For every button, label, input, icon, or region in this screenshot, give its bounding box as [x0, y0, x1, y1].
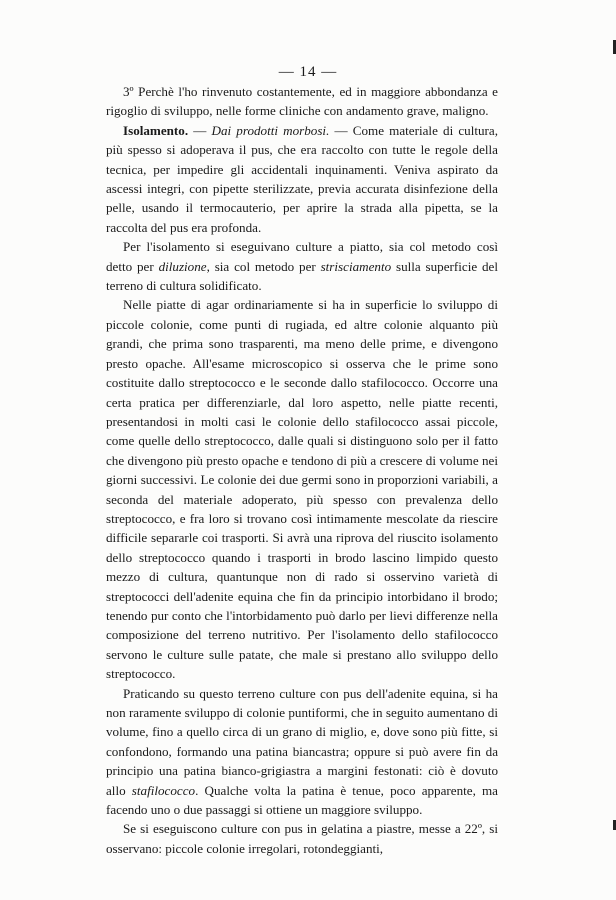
body-text: [106, 82, 498, 858]
paragraph-2: [106, 121, 498, 237]
section-heading: Isolamento.: [123, 122, 189, 138]
paragraph-6: Se si eseguiscono culture con pus in gelatina a piastre, messe a 22º, si osservano: piccole colonie irregolari, rotondeggianti,: [106, 821, 498, 856]
paragraph-4: Nelle piatte di agar ordinariamente si ha in superficie lo sviluppo di piccole colonie, come punti di rugiada, ed altre colonie alquanto più grandi, che prima sono trasparenti, ma meno delle prime, e divengono presto opache. All'esame microscopico si osserva che le prime sono costituite dallo streptococco e le seconde dallo stafilococco. Occorre una certa pratica per differenziarle, dal loro aspetto, nelle piatte recenti, presentandosi in molti casi le colonie dello stafilococco assai piccole, come quelle dello streptococco, dalle quali si distinguono solo per il fatto che divengono più presto opache e tendono di più a crescere di volume nei giorni successivi. Le colonie dei due germi sono in proporzioni variabili, a seconda del materiale adoperato, più spesso con prevalenza dello streptococco, e fra loro si trovano così intimamente mescolate da riescire difficile separarle coi trasporti. Si avrà una riprova del riuscito isolamento dello streptococco quando i trasporti in brodo lascino limpido questo mezzo di cultura, quantunque non di rado si osservino varietà di streptococci dell'adenite equina che fin da principio intorbidano il brodo; tenendo pur conto che l'intorbidamento può darlo per lievi differenze nella composizione del terreno nutritivo. Per l'isolamento dello stafilococco servono le culture sulle patate, che male si prestano allo sviluppo dello streptococco.: [106, 297, 498, 682]
paragraph-5: [106, 684, 498, 820]
paragraph-5-text: . Qualche volta la patina è tenue, poco apparente, ma facendo uno o due passaggi si ottiene un maggiore sviluppo.: [106, 782, 498, 818]
dash: —: [188, 122, 212, 138]
paragraph-1: 3º Perchè l'ho rinvenuto costantemente, ed in maggiore abbondanza e rigoglio di sviluppo, nelle forme cliniche con andamento grave, maligno.: [106, 84, 498, 119]
page-number: — 14 —: [278, 64, 338, 80]
section-subheading: Dai prodotti morbosi.: [211, 122, 330, 138]
term-strisciamento: strisciamento: [320, 258, 392, 274]
term-diluzione: diluzione: [158, 258, 207, 274]
paragraph-5-text: Praticando su questo terreno culture con pus dell'adenite equina, si ha non raramente sviluppo di colonie puntiformi, che in seguito aumentano di volume, fino a quello circa di un grano di miglio, e, dove sono più fitte, si confondono, formando una patina biancastra; oppure si può avere fin da principio una patina bianco-grigiastra a margini festonati: ciò è dovuto allo: [106, 685, 498, 798]
paragraph-2-text: — Come materiale di cultura, più spesso si adoperava il pus, che era raccolto con tutte le regole della tecnica, per impedire gli accidentali inquinamenti. Veniva aspirato da ascessi integri, con pipette sterilizzate, previa accurata disinfezione della pelle, usando il termocauterio, per aprire la strada alla pipetta, se la raccolta del pus era profonda.: [106, 122, 498, 235]
term-stafilococco: stafilococco: [131, 782, 196, 798]
paragraph-3: [106, 237, 498, 295]
paragraph-3-text: Per l'isolamento si eseguivano culture a piatto, sia col metodo così detto per: [106, 239, 498, 274]
paragraph-3-text: sulla superficie del terreno di cultura solidificato.: [106, 258, 498, 294]
paragraph-3-text: , sia col metodo per: [206, 258, 321, 274]
